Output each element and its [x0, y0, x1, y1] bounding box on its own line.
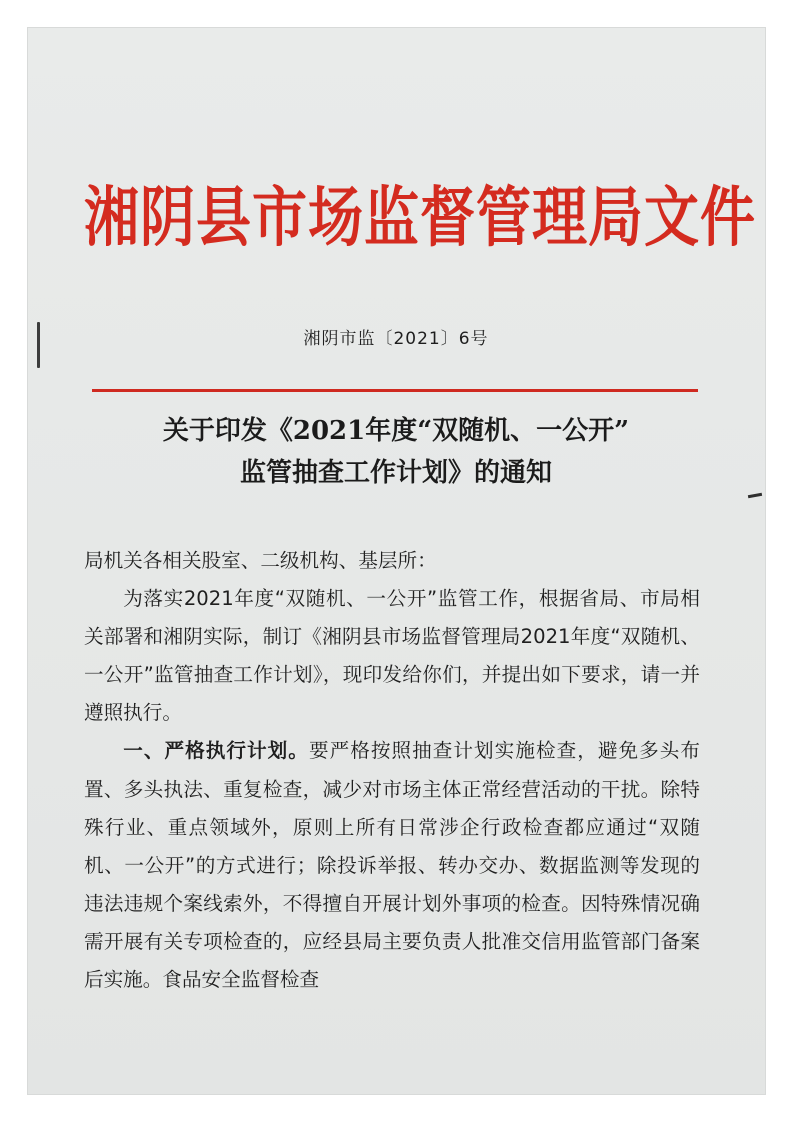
staple-mark — [37, 322, 40, 368]
paragraph-2-lead: 一、严格执行计划。 — [123, 739, 309, 763]
notice-title-line-2: 监管抽查工作计划》的通知 — [239, 458, 552, 488]
salutation: 局机关各相关股室、二级机构、基层所： — [84, 549, 437, 572]
paragraph-2 — [84, 732, 700, 999]
notice-title — [86, 410, 706, 494]
paragraph-1: 为落实2021年度“双随机、一公开”监管工作，根据省局、市局相关部署和湘阴实际，制订《湘阴县市场监督管理局2021年度“双随机、一公开”监管抽查工作计划》，现印发给你们，并提出如下要求，请一并遵照执行。 — [84, 587, 700, 725]
document-body — [84, 542, 700, 999]
document-number: 湘阴市监〔2021〕6号 — [303, 329, 489, 349]
red-separator-line — [92, 389, 698, 392]
paragraph-2-body: 要严格按照抽查计划实施检查，避免多头布置、多头执法、重复检查，减少对市场主体正常经营活动的干扰。除特殊行业、重点领域外，原则上所有日常涉企行政检查都应通过“双随机、一公开”的方式进行；除投诉举报、转办交办、数据监测等发现的违法违规个案线索外，不得擅自开展计划外事项的检查。因特殊情况确需开展有关专项检查的，应经县局主要负责人批准交信用监管部门备案后实施。食品安全监督检查 — [84, 739, 701, 992]
document-header-title: 湘阴县市场监督管理局文件 — [84, 178, 757, 255]
notice-title-line-1: 关于印发《2021年度“双随机、一公开” — [162, 416, 630, 446]
